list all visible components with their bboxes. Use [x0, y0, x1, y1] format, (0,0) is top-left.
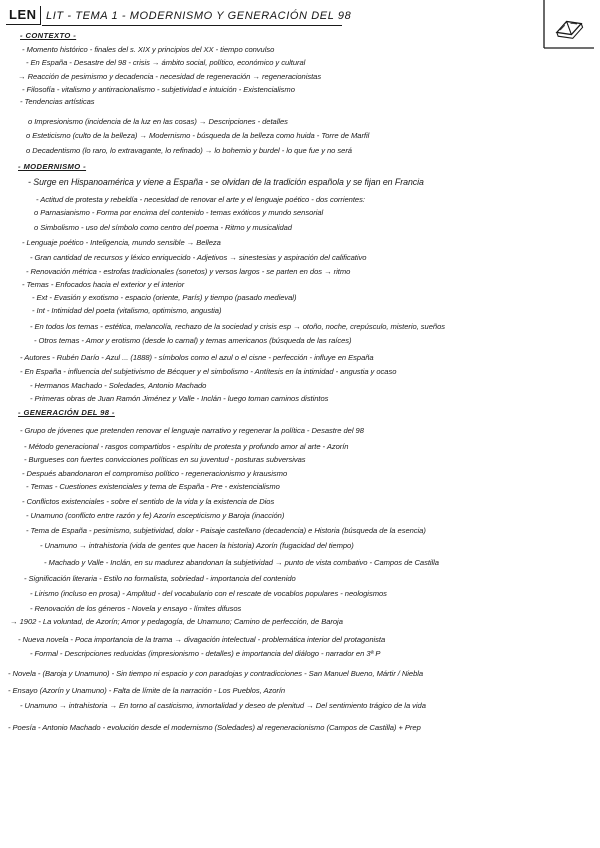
note-line: - Burgueses con fuertes convicciones políticas en su juventud - posturas subversivas — [24, 455, 306, 464]
note-line: - Gran cantidad de recursos y léxico enriquecido - Adjetivos → sinestesias y aspiración del calificativo — [30, 253, 367, 262]
note-line: - Después abandonaron el compromiso político - regeneracionismo y krausismo — [22, 469, 288, 478]
note-line: - Machado y Valle - Inclán, en su madurez abandonan la subjetividad → punto de vista combativo - Campos de Castilla — [44, 558, 439, 567]
note-line: - Renovación métrica - estrofas tradicionales (sonetos) y versos largos - se parten en dos → ritmo — [26, 267, 351, 276]
note-line: - Significación literaria - Estilo no formalista, sobriedad - importancia del contenido — [24, 574, 296, 583]
note-line: - Novela - (Baroja y Unamuno) - Sin tiempo ni espacio y con paradojas y contradicciones - San Manuel Bueno, Mártir / Niebla — [8, 669, 424, 678]
note-line: - Momento histórico - finales del s. XIX y principios del XX - tiempo convulso — [22, 45, 275, 54]
note-line: - Primeras obras de Juan Ramón Jiménez y Valle - Inclán - luego toman caminos distintos — [30, 394, 329, 403]
subject-badge: LEN — [6, 6, 41, 25]
note-line: o Impresionismo (incidencia de la luz en las cosas) → Descripciones - detalles — [28, 117, 288, 126]
note-line: - Autores - Rubén Darío - Azul ... (1888) - símbolos como el azul o el cisne - perfección - influye en España — [20, 353, 374, 362]
note-line: - Int - Intimidad del poeta (vitalismo, optimismo, angustia) — [32, 306, 222, 315]
note-line: o Simbolismo - uso del símbolo como centro del poema - Ritmo y musicalidad — [34, 223, 292, 232]
note-line: - Poesía - Antonio Machado - evolución desde el modernismo (Soledades) al regeneracionismo (Campos de Castilla) + Prep — [8, 723, 421, 732]
note-line: - En España - influencia del subjetivismo de Bécquer y el simbolismo - Antítesis en la intimidad - angustia y ocaso — [20, 367, 397, 376]
note-line: - Renovación de los géneros - Novela y ensayo - límites difusos — [30, 604, 242, 613]
note-line: - Unamuno (conflicto entre razón y fe) Azorín escepticismo y Baroja (inacción) — [26, 511, 285, 520]
note-line: - Temas - Cuestiones existenciales y tema de España - Pre - existencialismo — [26, 482, 280, 491]
note-line: - Unamuno → intrahistoria → En torno al casticismo, inmortalidad y deseo de plenitud → Del sentimiento trágico de la vida — [20, 701, 426, 710]
note-line: - Tendencias artísticas — [20, 97, 95, 106]
note-line: - Actitud de protesta y rebeldía - necesidad de renovar el arte y el lenguaje poético - dos corrientes: — [36, 195, 365, 204]
note-line: o Decadentismo (lo raro, lo extravagante, lo refinado) → lo bohemio y burdel - lo que fue y no será — [26, 146, 352, 155]
note-line: - Surge en Hispanoamérica y viene a España - se olvidan de la tradición española y se fijan en Francia — [28, 177, 424, 187]
note-line: - En España - Desastre del 98 - crisis → ámbito social, político, económico y cultural — [26, 58, 306, 67]
note-line: - Lirismo (incluso en prosa) - Amplitud - del vocabulario con el rescate de vocablos populares - neologismos — [30, 589, 387, 598]
note-line: - Temas - Enfocados hacia el exterior y el interior — [22, 280, 185, 289]
note-line: - Filosofía - vitalismo y antirracionalismo - subjetividad e intuición - Existencialismo — [22, 85, 295, 94]
note-line: - Tema de España - pesimismo, subjetividad, dolor - Paisaje castellano (decadencia) e Historia (búsqueda de la esencia) — [26, 526, 426, 535]
note-line: - Lenguaje poético - Inteligencia, mundo sensible → Belleza — [22, 238, 221, 247]
note-line: - Otros temas - Amor y erotismo (desde lo carnal) y temas americanos (búsqueda de las raíces) — [34, 336, 352, 345]
note-line: - Conflictos existenciales - sobre el sentido de la vida y la existencia de Dios — [22, 497, 275, 506]
note-line: - En todos los temas - estética, melancolía, rechazo de la sociedad y crisis esp → otoño, noche, crepúsculo, misterio, sueños — [30, 322, 445, 331]
note-line: - CONTEXTO - — [20, 31, 77, 40]
note-line: - Ext - Evasión y exotismo - espacio (oriente, París) y tiempo (pasado medieval) — [32, 293, 297, 302]
note-line: - Formal - Descripciones reducidas (impresionismo - detalles) e importancia del diálogo - narrador en 3ª P — [30, 649, 381, 658]
note-line: - MODERNISMO - — [18, 162, 87, 171]
note-line: - Método generacional - rasgos compartidos - espíritu de protesta y profundo amor al arte - Azorín — [24, 442, 349, 451]
note-line: - Unamuno → intrahistoria (vida de gentes que hacen la historia) Azorín (fugacidad del tiempo) — [40, 541, 354, 550]
note-line: - Grupo de jóvenes que pretenden renovar el lenguaje narrativo y regenerar la política - Desastre del 98 — [20, 426, 364, 435]
note-line: - Nueva novela - Poca importancia de la trama → divagación intelectual - problemática interior del protagonista — [18, 635, 386, 644]
note-line: o Esteticismo (culto de la belleza) → Modernismo - búsqueda de la belleza como huida - Torre de Marfil — [26, 131, 370, 140]
note-line: - Hermanos Machado - Soledades, Antonio Machado — [30, 381, 207, 390]
note-line: o Parnasianismo - Forma por encima del contenido - temas exóticos y mundo sensorial — [34, 208, 324, 217]
note-line: - Ensayo (Azorín y Unamuno) - Falta de límite de la narración - Los Pueblos, Azorín — [8, 686, 286, 695]
note-line: - GENERACIÓN DEL 98 - — [18, 408, 115, 417]
note-line: → 1902 - La voluntad, de Azorín; Amor y pedagogía, de Unamuno; Camino de perfección, de Baroja — [10, 617, 343, 626]
note-line: → Reacción de pesimismo y decadencia - necesidad de regeneración → regeneracionistas — [18, 72, 322, 81]
page-title: LIT - TEMA 1 - MODERNISMO Y GENERACIÓN DEL 98 — [46, 10, 352, 22]
